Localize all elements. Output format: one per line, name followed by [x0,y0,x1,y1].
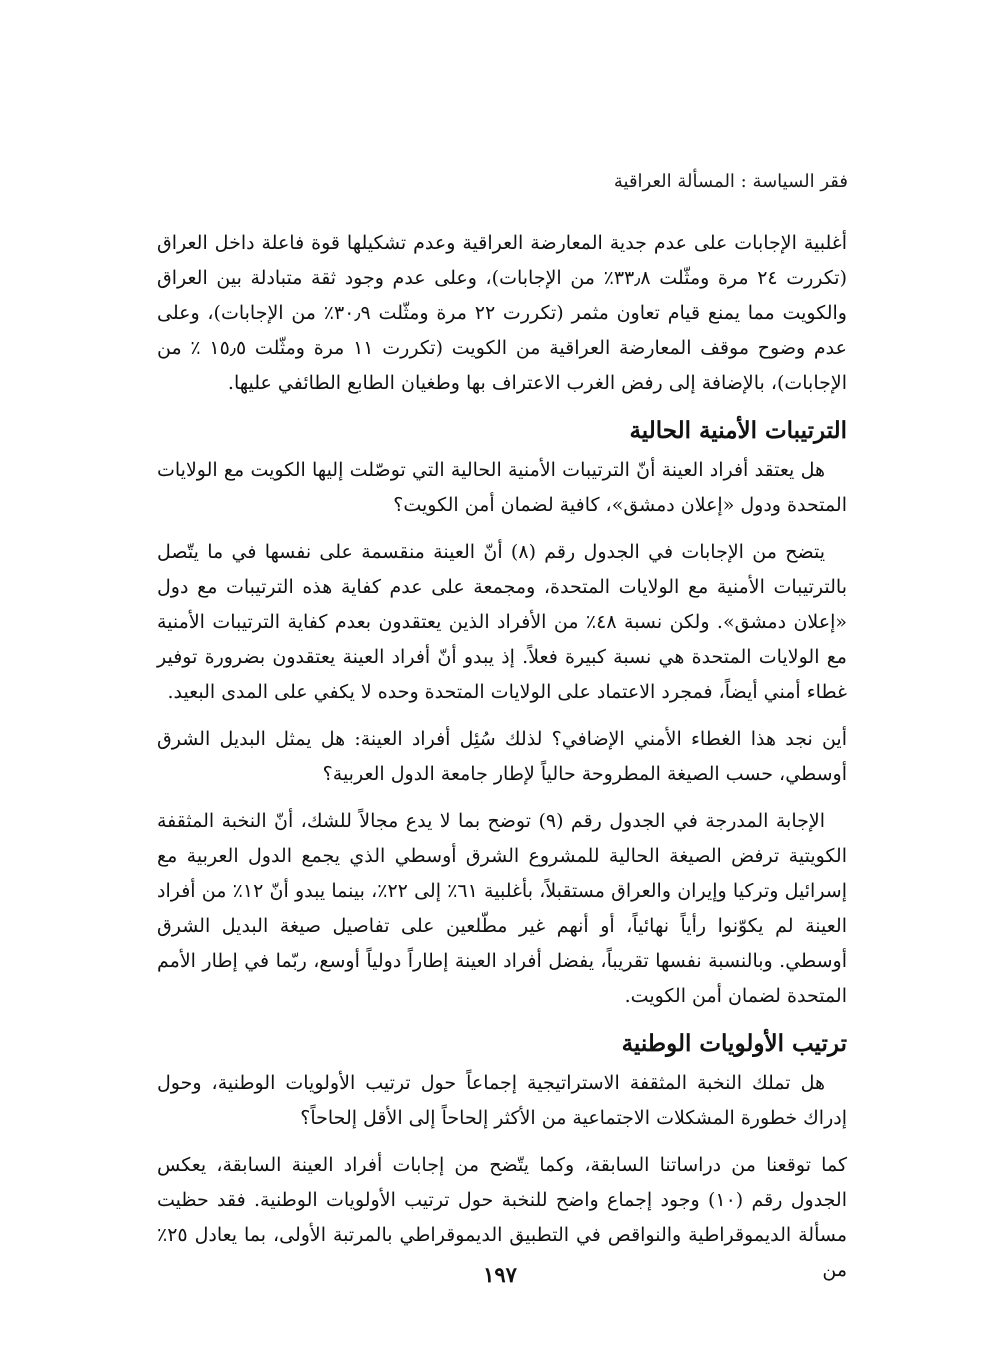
running-header: فقر السياسة : المسألة العراقية [613,171,848,192]
paragraph-security-question: هل يعتقد أفراد العينة أنّ الترتيبات الأمنية الحالية التي توصّلت إليها الكويت مع الولايات المتحدة ودول «إعلان دمشق»، كافية لضمان أمن الكويت؟ [157,459,847,516]
section-heading-national-priorities: ترتيب الأولويات الوطنية [621,1030,847,1057]
paragraph-priorities-question: هل تملك النخبة المثقفة الاستراتيجية إجماعاً حول ترتيب الأولويات الوطنية، وحول إدراك خطورة المشكلات الاجتماعية من الأكثر إلحاحاً إلى الأقل إلحاحاً؟ [157,1072,847,1129]
paragraph-table-10-analysis: كما توقعنا من دراساتنا السابقة، وكما يتّضح من إجابات أفراد العينة السابقة، يعكس الجدول رقم (١٠) وجود إجماع واضح للنخبة حول ترتيب الأولويات الوطنية. فقد حظيت مسألة الديموقراطية والنواقص في التطبيق الديموقراطي بالمرتبة الأولى، بما يعادل ٢٥٪ من [157,1154,848,1281]
paragraph-middle-east-question: أين نجد هذا الغطاء الأمني الإضافي؟ لذلك سُئِل أفراد العينة: هل يمثل البديل الشرق أوسطي، حسب الصيغة المطروحة حالياً لإطار جامعة الدول العربية؟ [157,728,847,785]
page-number: ١٩٧ [483,1262,517,1287]
section-heading-security-arrangements: الترتيبات الأمنية الحالية [629,417,847,444]
paragraph-table-8-analysis: يتضح من الإجابات في الجدول رقم (٨) أنّ العينة منقسمة على نفسها في ما يتّصل بالترتيبات الأمنية مع الولايات المتحدة، ومجمعة على عدم كفاية هذه الترتيبات مع دول «إعلان دمشق». ولكن نسبة ٤٨٪ من الأفراد الذين يعتقدون بعدم كفاية الترتيبات الأمنية مع الولايات المتحدة هي نسبة كبيرة فعلاً. إذ يبدو أنّ أفراد العينة يعتقدون بضرورة توفير غطاء أمني أيضاً، فمجرد الاعتماد على الولايات المتحدة وحده لا يكفي على المدى البعيد. [157,541,847,703]
paragraph-opening: أغلبية الإجابات على عدم جدية المعارضة العراقية وعدم تشكيلها قوة فاعلة داخل العراق (تكررت ٢٤ مرة ومثّلت ٣٣٫٨٪ من الإجابات)، وعلى عدم وجود ثقة متبادلة بين العراق والكويت مما يمنع قيام تعاون مثمر (تكررت ٢٢ مرة ومثّلت ٣٠٫٩٪ من الإجابات)، وعلى عدم وضوح موقف المعارضة العراقية من الكويت (تكررت ١١ مرة ومثّلت ١٥٫٥ ٪ من الإجابات)، بالإضافة إلى رفض الغرب الاعتراف بها وطغيان الطابع الطائفي عليها. [157,232,847,394]
paragraph-table-9-analysis: الإجابة المدرجة في الجدول رقم (٩) توضح بما لا يدع مجالاً للشك، أنّ النخبة المثقفة الكويتية ترفض الصيغة الحالية للمشروع الشرق أوسطي الذي يجمع الدول العربية مع إسرائيل وتركيا وإيران والعراق مستقبلاً، بأغلبية ٦١٪ إلى ٢٢٪، بينما يبدو أنّ ١٢٪ من أفراد العينة لم يكوّنوا رأياً نهائياً، أو أنهم غير مطّلعين على تفاصيل صيغة البديل الشرق أوسطي. وبالنسبة نفسها تقريباً، يفضل أفراد العينة إطاراً دولياً أوسع، ربّما في إطار الأمم المتحدة لضمان أمن الكويت. [157,810,848,1007]
page-body [157,226,847,1300]
